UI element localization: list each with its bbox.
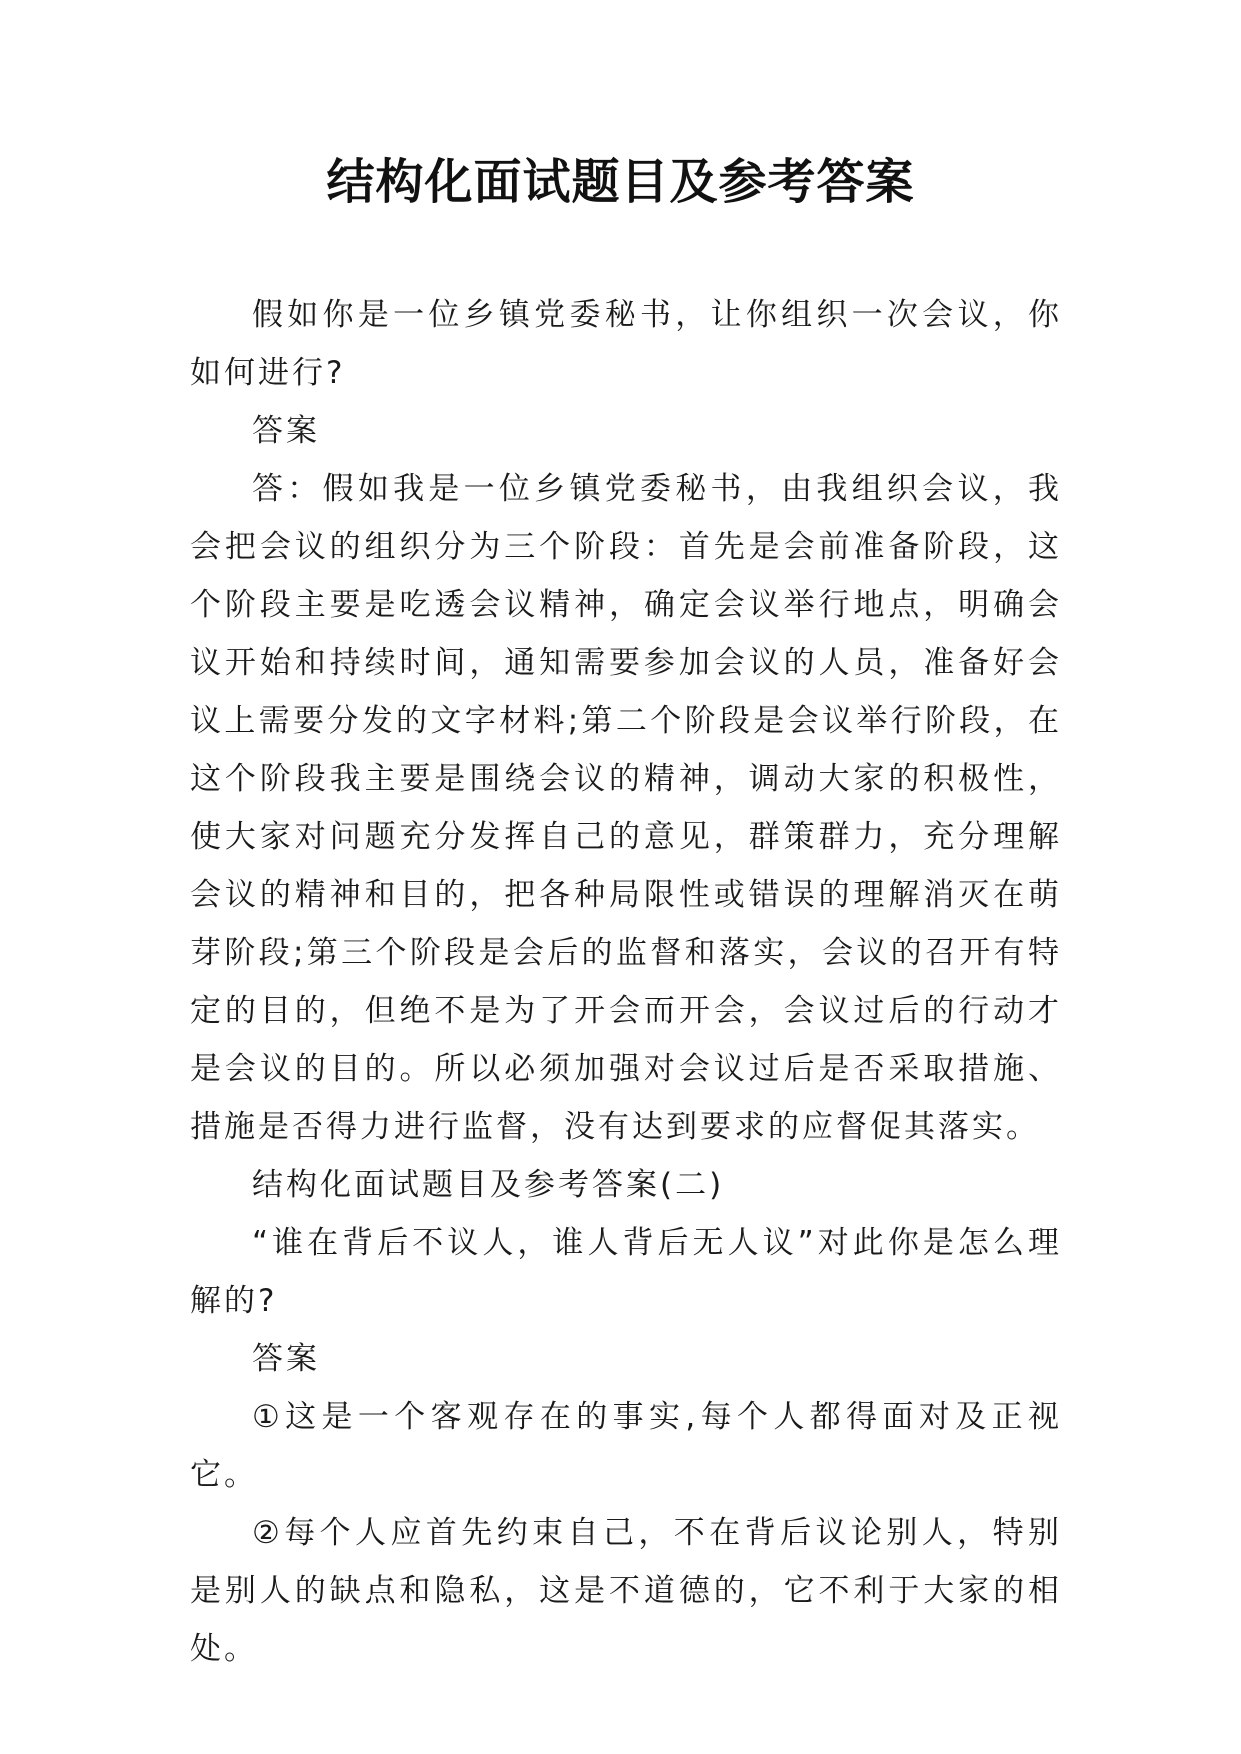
question-paragraph: “谁在背后不议人，谁人背后无人议”对此你是怎么理解的? bbox=[190, 1225, 1062, 1319]
answer-point: ①这是一个客观存在的事实,每个人都得面对及正视它。 bbox=[190, 1399, 1062, 1493]
answer-paragraph: 答：假如我是一位乡镇党委秘书，由我组织会议，我会把会议的组织分为三个阶段：首先是会前准备阶段，这个阶段主要是吃透会议精神，确定会议举行地点，明确会议开始和持续时间，通知需要参加会议的人员，准备好会议上需要分发的文字材料;第二个阶段是会议举行阶段，在这个阶段我主要是围绕会议的精神，调动大家的积极性，使大家对问题充分发挥自己的意见，群策群力，充分理解会议的精神和目的，把各种局限性或错误的理解消灭在萌芽阶段;第三个阶段是会后的监督和落实，会议的召开有特定的目的，但绝不是为了开会而开会，会议过后的行动才是会议的目的。所以必须加强对会议过后是否采取措施、措施是否得力进行监督，没有达到要求的应督促其落实。 bbox=[190, 471, 1062, 1145]
answer-label: 答案 bbox=[252, 1341, 320, 1377]
answer-label: 答案 bbox=[252, 413, 320, 449]
question-paragraph: 假如你是一位乡镇党委秘书，让你组织一次会议，你如何进行? bbox=[190, 297, 1062, 391]
document-title: 结构化面试题目及参考答案 bbox=[326, 154, 915, 210]
section-heading: 结构化面试题目及参考答案(二) bbox=[252, 1167, 725, 1203]
answer-point: ②每个人应首先约束自己，不在背后议论别人，特别是别人的缺点和隐私，这是不道德的，它不利于大家的相处。 bbox=[190, 1515, 1062, 1667]
document-body bbox=[190, 286, 1062, 1678]
